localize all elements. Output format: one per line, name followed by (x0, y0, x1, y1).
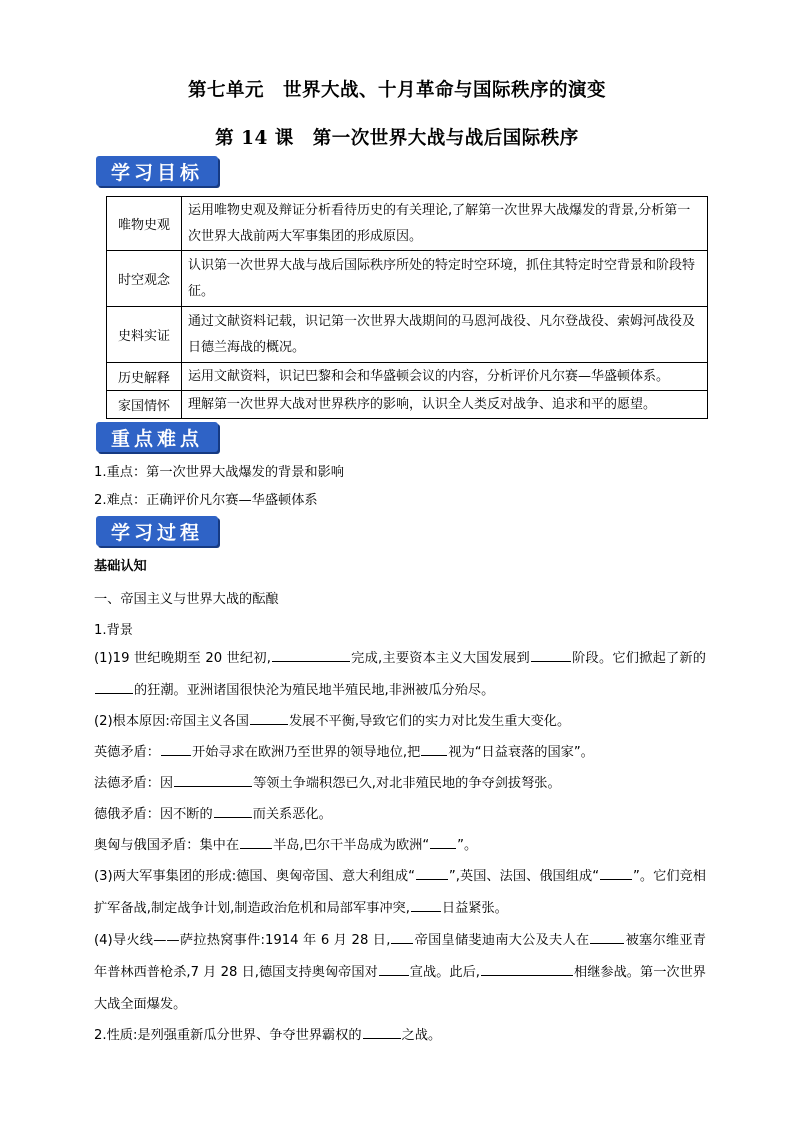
fill-blank[interactable] (600, 865, 632, 880)
text: 视为“日益衰落的国家”。 (448, 745, 594, 760)
key-point-2: 2.难点：正确评价凡尔赛—华盛顿体系 (94, 493, 318, 508)
text: 2.性质:是列强重新瓜分世界、争夺世界霸权的 (94, 1028, 362, 1043)
text: 英德矛盾： (94, 745, 160, 760)
fill-blank[interactable] (416, 865, 448, 880)
fill-blank[interactable] (531, 647, 571, 662)
fill-blank[interactable] (481, 961, 573, 976)
fill-blank[interactable] (421, 741, 447, 756)
text: 阶段。它们掀起了新的 (571, 651, 706, 666)
text: 德俄矛盾：因不断的 (94, 807, 213, 822)
paragraph-7 (94, 861, 706, 925)
fill-blank[interactable] (379, 961, 409, 976)
table-row (107, 251, 708, 307)
text: 宣战。此后, (409, 965, 480, 980)
text: ”。它们竞相扩军备战,制定战争计划,制造政治危机和局部军事冲突, (94, 869, 706, 916)
key-points-banner-label: 重点难点 (110, 427, 203, 450)
table-row (107, 363, 708, 391)
text: 相继参战。第一次世界大战全面爆发。 (94, 965, 706, 1012)
text: 等领土争端积怨已久,对北非殖民地的争夺剑拔弩张。 (253, 776, 561, 791)
text: 帝国皇储斐迪南大公及夫人在 (414, 933, 590, 948)
fill-blank[interactable] (250, 710, 288, 725)
fill-blank[interactable] (590, 929, 624, 944)
paragraph-1 (94, 643, 706, 707)
goal-key: 史料实证 (107, 307, 182, 363)
table-row (107, 197, 708, 251)
fill-blank[interactable] (95, 679, 133, 694)
text: 的狂潮。亚洲诸国很快沦为殖民地半殖民地,非洲被瓜分殆尽。 (134, 683, 495, 698)
text: 发展不平衡,导致它们的实力对比发生重大变化。 (289, 714, 571, 729)
table-row (107, 307, 708, 363)
fill-blank[interactable] (363, 1024, 401, 1039)
text: (3)两大军事集团的形成:德国、奥匈帝国、意大利组成“ (94, 869, 415, 884)
paragraph-4 (94, 768, 706, 800)
goal-text: 通过文献资料记载，识记第一次世界大战期间的马恩河战役、凡尔登战役、索姆河战役及日德兰海战的概况。 (182, 307, 708, 363)
fill-blank[interactable] (161, 741, 191, 756)
key-points-banner (96, 422, 218, 452)
goal-text: 理解第一次世界大战对世界秩序的影响，认识全人类反对战争、追求和平的愿望。 (182, 391, 708, 419)
process-banner-label: 学习过程 (110, 521, 203, 544)
text: ”。 (457, 838, 478, 853)
fill-blank[interactable] (240, 834, 272, 849)
paragraph-6 (94, 830, 706, 862)
table-row (107, 391, 708, 419)
goal-text: 认识第一次世界大战与战后国际秩序所处的特定时空环境，抓住其特定时空背景和阶段特征。 (182, 251, 708, 307)
fill-blank[interactable] (214, 803, 252, 818)
paragraph-2 (94, 706, 706, 738)
text: 之战。 (401, 1028, 442, 1043)
text: 日益紧张。 (441, 901, 508, 916)
text: 被塞尔维亚青年普林西普枪杀,7 月 28 日,德国支持奥匈帝国对 (94, 933, 706, 980)
lesson-title: 第 14 课 第一次世界大战与战后国际秩序 (215, 128, 579, 149)
text: (2)根本原因:帝国主义各国 (94, 714, 249, 729)
text: 半岛,巴尔干半岛成为欧洲“ (273, 838, 430, 853)
text: ”,英国、法国、俄国组成“ (448, 869, 600, 884)
paragraph-3 (94, 737, 706, 769)
goals-banner (96, 156, 218, 186)
text: 开始寻求在欧洲乃至世界的领导地位,把 (191, 745, 421, 760)
fill-blank[interactable] (411, 897, 441, 912)
goal-key: 历史解释 (107, 363, 182, 391)
text: 法德矛盾：因 (94, 776, 174, 791)
goal-text: 运用文献资料，识记巴黎和会和华盛顿会议的内容，分析评价凡尔赛—华盛顿体系。 (182, 363, 708, 391)
text: 而关系恶化。 (252, 807, 332, 822)
fill-blank[interactable] (391, 929, 413, 944)
goal-key: 唯物史观 (107, 197, 182, 251)
fill-blank[interactable] (272, 647, 350, 662)
section-heading: 一、帝国主义与世界大战的酝酿 (94, 592, 279, 607)
goals-banner-label: 学习目标 (110, 161, 203, 184)
goal-text: 运用唯物史观及辩证分析看待历史的有关理论,了解第一次世界大战爆发的背景,分析第一次世界大战前两大军事集团的形成原因。 (182, 197, 708, 251)
goals-table (106, 196, 708, 419)
goal-key: 家国情怀 (107, 391, 182, 419)
basic-heading: 基础认知 (94, 559, 147, 574)
background-heading: 1.背景 (94, 623, 133, 638)
text: (4)导火线——萨拉热窝事件:1914 年 6 月 28 日, (94, 933, 391, 948)
text: 完成,主要资本主义大国发展到 (350, 651, 530, 666)
paragraph-5 (94, 799, 706, 831)
paragraph-9 (94, 1020, 706, 1052)
text: 奥匈与俄国矛盾：集中在 (94, 838, 240, 853)
process-banner (96, 516, 218, 546)
fill-blank[interactable] (430, 834, 456, 849)
text: (1)19 世纪晚期至 20 世纪初, (94, 651, 271, 666)
key-point-1: 1.重点：第一次世界大战爆发的背景和影响 (94, 465, 344, 480)
fill-blank[interactable] (174, 772, 252, 787)
unit-title: 第七单元 世界大战、十月革命与国际秩序的演变 (187, 80, 606, 101)
goal-key: 时空观念 (107, 251, 182, 307)
paragraph-8 (94, 925, 706, 1021)
